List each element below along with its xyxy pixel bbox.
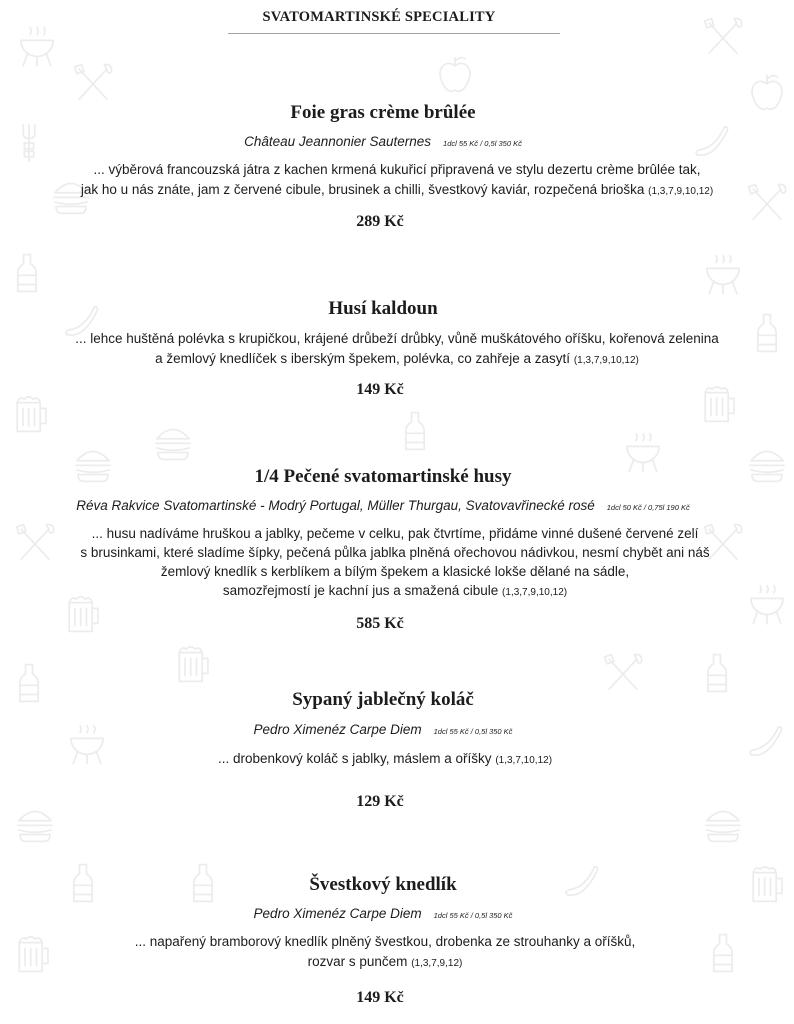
wine-price: 1dcl 55 Kč / 0,5l 350 Kč xyxy=(443,139,522,148)
dish-description xyxy=(0,160,794,202)
wine-pairing xyxy=(0,722,794,740)
wine-name: Château Jeannonier Sauternes xyxy=(244,134,432,149)
description-line xyxy=(0,952,770,974)
description-text: ... drobenkový koláč s jablky, máslem a oříšky xyxy=(217,751,492,766)
wine-pairing xyxy=(0,134,794,152)
allergens: (1,3,7,9,12) xyxy=(411,957,463,969)
beer-mug-icon xyxy=(179,647,208,682)
cutlery-icon xyxy=(75,64,112,99)
wine-pairing xyxy=(0,906,794,924)
wine-price: 1dcl 50 Kč / 0,75l 190 Kč xyxy=(606,503,690,512)
menu-item xyxy=(0,296,794,401)
dish-description xyxy=(0,524,794,602)
description-text: ... výběrová francouzská játra z kachen krmená kukuřicí připravená ve stylu dezertu crème brûlée tak, xyxy=(93,162,701,177)
description-line xyxy=(0,524,790,543)
header-divider xyxy=(228,33,560,34)
menu-item xyxy=(0,687,794,813)
dish-title: Foie gras crème brûlée xyxy=(290,102,476,123)
description-text: a žemlový knedlíček s iberským špekem, polévka, co zahřeje a zasytí xyxy=(155,350,571,366)
wine-name: Réva Rakvice Svatomartinské - Modrý Portugal, Müller Thurgau, Svatovavřinecké rosé xyxy=(76,498,595,513)
burger-icon xyxy=(706,812,741,842)
dish-description xyxy=(0,329,794,370)
wine-name: Pedro Ximenéz Carpe Diem xyxy=(253,722,422,737)
burger-icon xyxy=(18,812,53,842)
allergens: (1,3,7,9,10,12) xyxy=(573,354,639,366)
dish-title: Sypaný jablečný koláč xyxy=(292,689,474,710)
wine-pairing xyxy=(0,498,794,516)
burger-icon xyxy=(156,430,191,460)
bottle-icon xyxy=(406,413,424,450)
description-text: ... napařený bramborový knedlík plněný švestkou, drobenka ze strouhanky a oříšků, xyxy=(134,934,636,949)
description-text: rozvar s punčem xyxy=(307,953,408,969)
description-line xyxy=(0,329,794,349)
menu-item xyxy=(0,872,794,1009)
beer-mug-icon xyxy=(17,397,46,432)
dish-price: 149 Kč xyxy=(356,381,404,398)
grill-icon xyxy=(707,256,739,294)
description-text: samozřejmostí je kachní jus a smažená cibule xyxy=(222,583,499,598)
allergens: (1,3,7,9,10,12) xyxy=(648,186,714,197)
cutlery-icon xyxy=(605,654,642,689)
wine-name: Pedro Ximenéz Carpe Diem xyxy=(253,906,422,921)
dish-price: 585 Kč xyxy=(356,615,404,632)
dish-title: Švestkový knedlík xyxy=(309,874,457,895)
dish-title: Husí kaldoun xyxy=(328,298,438,319)
description-line xyxy=(0,932,770,952)
description-line xyxy=(0,749,770,771)
description-text: s brusinkami, které sladíme šípky, pečená půlka jablka plněná ořechovou nádivkou, nesmí chybět ani náš xyxy=(80,545,710,560)
bottle-icon xyxy=(708,655,726,692)
grill-icon xyxy=(21,28,53,66)
apple-icon xyxy=(440,58,470,92)
description-text: jak ho u nás znáte, jam z červené cibule, brusinek a chilli, švestkový kaviár, rozpečená brioška xyxy=(80,182,645,197)
bottle-icon xyxy=(18,255,36,292)
description-line xyxy=(0,543,790,562)
wine-price: 1dcl 55 Kč / 0,5l 350 Kč xyxy=(433,727,513,736)
allergens: (1,3,7,9,10,12) xyxy=(502,587,568,598)
wine-price: 1dcl 55 Kč / 0,5l 350 Kč xyxy=(433,911,513,920)
description-line xyxy=(0,160,794,180)
dish-description xyxy=(0,932,794,973)
dish-price: 149 Kč xyxy=(356,989,404,1006)
allergens: (1,3,7,10,12) xyxy=(495,755,553,766)
description-line xyxy=(0,581,790,602)
description-line xyxy=(0,562,790,581)
description-text: ... lehce huštěná polévka s krupičkou, krájené drůbeží drůbky, vůně muškátového oříšku, kořenová zelenina xyxy=(75,331,719,346)
description-text: ... husu nadíváme hruškou a jablky, pečeme v celku, pak čtvrtíme, přidáme vinné dušené červené zelí xyxy=(91,526,699,541)
dish-price: 129 Kč xyxy=(356,792,404,810)
description-line xyxy=(0,349,794,371)
section-title: SVATOMARTINSKÉ SPECIALITY xyxy=(262,9,496,25)
description-text: žemlový knedlík s kerblíkem a bílým špekem a klasické lokše dělané na sádle, xyxy=(160,564,630,579)
menu-item xyxy=(0,100,794,233)
dish-description xyxy=(0,749,794,771)
dish-title: 1/4 Pečené svatomartinské husy xyxy=(254,466,512,487)
menu-item xyxy=(0,464,794,635)
dish-price: 289 Kč xyxy=(356,213,404,230)
description-line xyxy=(0,180,794,202)
